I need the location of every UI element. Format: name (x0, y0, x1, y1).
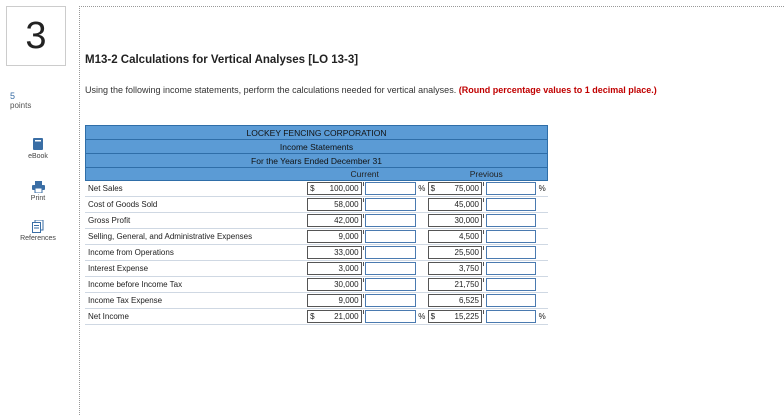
previous-dollar-sign (429, 247, 431, 258)
current-value: 30,000 (334, 280, 359, 289)
previous-percent-input[interactable] (486, 294, 536, 307)
current-percent-input[interactable] (365, 230, 415, 243)
current-amount (307, 278, 361, 291)
previous-percent-input[interactable] (486, 230, 536, 243)
current-dollar-sign (308, 231, 310, 242)
percent-sign: % (538, 312, 546, 321)
table-row (85, 293, 548, 309)
previous-amount (428, 278, 482, 291)
points-label: points (10, 101, 32, 110)
problem-title: M13-2 Calculations for Vertical Analyses [LO 13-3] (85, 54, 359, 66)
current-amount (307, 214, 361, 227)
current-value: 42,000 (334, 216, 359, 225)
current-amount (307, 310, 361, 323)
table-row (85, 213, 548, 229)
current-value: 33,000 (334, 248, 359, 257)
current-percent-input[interactable] (365, 214, 415, 227)
row-label: Income from Operations (88, 248, 174, 257)
instructions-text: Using the following income statements, perform the calculations needed for vertical analyses. (85, 85, 457, 95)
previous-value: 21,750 (454, 280, 479, 289)
current-column-header: Current (350, 169, 379, 179)
previous-percent-input[interactable] (486, 214, 536, 227)
previous-dollar-sign (429, 231, 431, 242)
previous-amount (428, 182, 482, 195)
previous-dollar-sign: $ (430, 312, 436, 321)
points-info (10, 91, 31, 111)
left-divider (79, 6, 80, 415)
printer-icon (32, 181, 45, 193)
percent-sign (416, 245, 428, 260)
previous-dollar-sign (429, 263, 431, 274)
current-value: 58,000 (334, 200, 359, 209)
percent-sign (416, 261, 428, 276)
percent-sign (416, 277, 428, 292)
previous-percent-input[interactable] (486, 198, 536, 211)
current-amount (307, 182, 361, 195)
current-dollar-sign (308, 279, 310, 290)
points-value: 5 (10, 91, 16, 101)
previous-amount (428, 246, 482, 259)
previous-dollar-sign (429, 295, 431, 306)
percent-sign (536, 277, 548, 292)
percent-sign (536, 213, 548, 228)
statement-name: Income Statements (85, 139, 548, 153)
statement-rows (85, 181, 548, 325)
current-amount (307, 230, 361, 243)
current-percent-input[interactable] (365, 262, 415, 275)
references-button[interactable] (8, 220, 68, 242)
current-percent-input[interactable] (365, 198, 415, 211)
previous-amount (428, 294, 482, 307)
current-value: 9,000 (338, 232, 359, 241)
row-label: Cost of Goods Sold (88, 200, 158, 209)
row-label: Selling, General, and Administrative Expenses (88, 232, 253, 241)
previous-amount (428, 262, 482, 275)
current-amount (307, 198, 361, 211)
question-number: 3 (6, 6, 66, 66)
print-label: Print (30, 195, 46, 202)
row-label: Interest Expense (88, 264, 149, 273)
current-percent-input[interactable] (365, 182, 415, 195)
previous-percent-input[interactable] (486, 310, 536, 323)
previous-value: 45,000 (454, 200, 479, 209)
percent-sign (416, 229, 428, 244)
current-percent-input[interactable] (365, 294, 415, 307)
table-row (85, 309, 548, 325)
previous-percent-input[interactable] (486, 182, 536, 195)
percent-sign: % (538, 184, 546, 193)
percent-sign: % (418, 184, 426, 193)
previous-percent-input[interactable] (486, 262, 536, 275)
ebook-label: eBook (28, 153, 48, 160)
current-amount (307, 262, 361, 275)
references-icon (32, 220, 44, 233)
income-statement-worksheet (85, 125, 548, 325)
top-divider (79, 6, 784, 7)
percent-sign (416, 197, 428, 212)
current-dollar-sign (308, 199, 310, 210)
previous-dollar-sign (429, 279, 431, 290)
previous-value: 15,225 (454, 312, 479, 321)
table-row (85, 197, 548, 213)
table-row (85, 245, 548, 261)
previous-value: 3,750 (458, 264, 479, 273)
percent-sign (536, 229, 548, 244)
previous-value: 30,000 (454, 216, 479, 225)
references-label: References (20, 235, 56, 242)
current-value: 3,000 (338, 264, 359, 273)
table-row (85, 277, 548, 293)
current-dollar-sign (308, 295, 310, 306)
row-label: Gross Profit (88, 216, 131, 225)
current-dollar-sign (308, 247, 310, 258)
statement-period: For the Years Ended December 31 (85, 153, 548, 167)
ebook-button[interactable] (8, 137, 68, 160)
previous-value: 6,525 (458, 296, 479, 305)
previous-amount (428, 230, 482, 243)
percent-sign (536, 261, 548, 276)
row-label: Income Tax Expense (88, 296, 163, 305)
current-percent-input[interactable] (365, 278, 415, 291)
previous-amount (428, 310, 482, 323)
table-row (85, 229, 548, 245)
row-label: Net Income (88, 312, 129, 321)
current-dollar-sign (308, 215, 310, 226)
current-value: 9,000 (338, 296, 359, 305)
percent-sign (536, 245, 548, 260)
previous-percent-input[interactable] (486, 278, 536, 291)
previous-dollar-sign: $ (430, 184, 436, 193)
current-dollar-sign: $ (310, 184, 315, 193)
table-row (85, 261, 548, 277)
current-value: 100,000 (329, 184, 359, 193)
company-name: LOCKEY FENCING CORPORATION (85, 125, 548, 139)
current-percent-input[interactable] (365, 246, 415, 259)
previous-amount (428, 214, 482, 227)
previous-percent-input[interactable] (486, 246, 536, 259)
percent-sign (536, 197, 548, 212)
previous-dollar-sign (429, 199, 431, 210)
percent-sign (416, 293, 428, 308)
current-value: 21,000 (334, 312, 359, 321)
previous-value: 4,500 (458, 232, 479, 241)
row-label: Income before Income Tax (88, 280, 183, 289)
percent-sign (416, 213, 428, 228)
current-percent-input[interactable] (365, 310, 415, 323)
current-amount (307, 246, 361, 259)
book-icon (32, 137, 44, 151)
previous-value: 25,500 (454, 248, 479, 257)
rounding-note: (Round percentage values to 1 decimal place.) (458, 85, 657, 95)
percent-sign (536, 293, 548, 308)
row-label: Net Sales (88, 184, 123, 193)
column-header-row (85, 167, 548, 181)
problem-instructions (85, 85, 765, 96)
previous-amount (428, 198, 482, 211)
current-dollar-sign: $ (310, 312, 315, 321)
print-button[interactable] (8, 181, 68, 202)
previous-dollar-sign (429, 215, 431, 226)
current-amount (307, 294, 361, 307)
percent-sign: % (418, 312, 426, 321)
table-row (85, 181, 548, 197)
previous-value: 75,000 (454, 184, 479, 193)
previous-column-header: Previous (469, 169, 503, 179)
current-dollar-sign (308, 263, 310, 274)
